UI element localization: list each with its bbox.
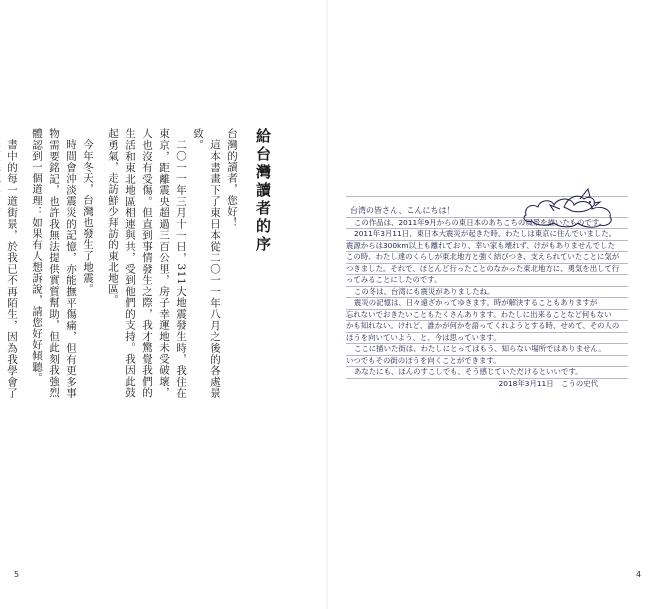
left-page <box>0 0 327 609</box>
letter-line: ってみることにしたのです。 <box>346 275 628 287</box>
preface-paragraph-2: 這本書畫下了東日本從二〇一一年八月之後的各處景致。 <box>192 128 221 398</box>
preface-paragraph-5: 時間會沖淡震災的記憶，亦能撫平傷痛，但有更多事物需要銘記，也許我無法提供實質幫助，但此刻我強烈體認到一個道理：如果有人想訴說，請您好好傾聽。 <box>31 128 77 398</box>
letter-line: つきました。それで、ほとんど行ったことのなかった東北地方に、勇気を出して行 <box>346 264 628 276</box>
preface-paragraph-4: 今年冬天，台灣也發生了地震。 <box>82 138 94 294</box>
preface-paragraph-3: 二〇一一年三月十一日，311大地震發生時，我住在東京，距離震央超過三百公里，房子幸運地未受破壞，人也沒有受傷。但直到事情發生之際，我才驚覺我們的生活和東北地區相連與共，受到他們的支持。我因此鼓起勇氣，走訪鮮少拜訪的東北地區。 <box>107 128 187 398</box>
right-page <box>328 0 655 609</box>
preface-paragraph-6: 書中的每一道街景，於我已不再陌生，因為我學會了 <box>6 138 18 398</box>
page-number-right: 4 <box>636 570 642 579</box>
chinese-preface <box>0 128 271 398</box>
preface-paragraph-1: 台灣的讀者，您好！ <box>226 128 238 228</box>
letter-line: 震源からは300km以上も離れており、幸い家も壊れず、けがもありませんでした <box>346 241 628 253</box>
letter-line: あなたにも、ほんのすこしでも、そう感じていただけるといいです。 <box>346 367 628 379</box>
letter-line: 台湾の皆さん、こんにちは！ <box>346 206 628 218</box>
page-number-left: 5 <box>14 570 20 579</box>
letter-line: この時、わたし達のくらしが東北地方と強く結びつき、支えられていたことに気が <box>346 252 628 264</box>
letter-line: この作品は、2011年9月からの東日本のあちこちの風景を描いたものです。 <box>346 218 628 230</box>
letter-line: 2011年3月11日、東日本大震災が起きた時、わたしは東京に住んでいました。 <box>346 229 628 241</box>
letter-line: 震災の記憶は、日々遠ざかってゆきます。時が解決することもありますが <box>346 298 628 310</box>
letter-line: かも知れない。けれど、誰かが何かを語ってくれようとする時、せめて、その人の <box>346 321 628 333</box>
handwritten-letter <box>346 206 628 389</box>
letter-line: ほうを向いていよう、と、今は思っています。 <box>346 333 628 345</box>
letter-line: ここに描いた街は、わたしにとってはもう、知らない場所ではありません。 <box>346 344 628 356</box>
letter-line: この冬は、台湾にも震災がありましたね。 <box>346 287 628 299</box>
letter-date-signature: 2018年3月11日 こうの史代 <box>498 378 598 388</box>
letter-line: いつでもその街のほうを向くことができます。 <box>346 356 628 368</box>
bird-cloud-doodle-icon <box>520 185 620 231</box>
preface-heading: 給台灣讀者的序 <box>254 128 272 254</box>
letter-line: 忘れないでおきたいこともたくさんあります。わたしに出来ることなど何もない <box>346 310 628 322</box>
